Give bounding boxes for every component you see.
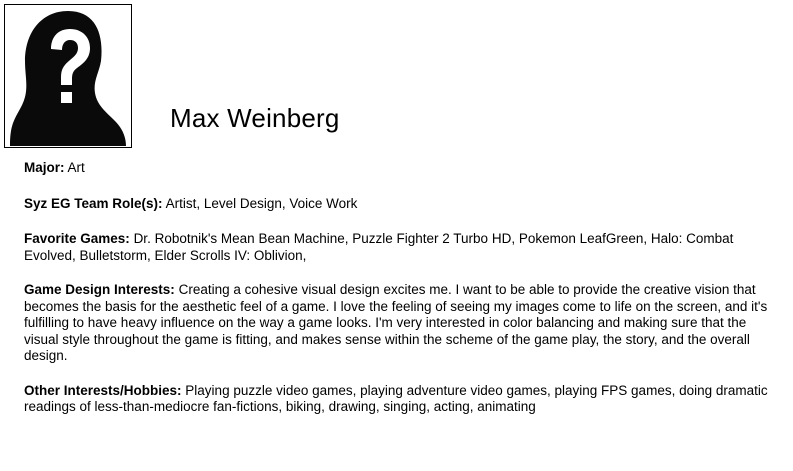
field-major-label: Major: xyxy=(24,160,65,175)
field-favorite-games xyxy=(24,231,769,264)
field-other-interests-value: Playing puzzle video games, playing adventure video games, playing FPS games, doing dramatic readings of less-than-mediocre fan-fictions, biking, drawing, singing, acting, animating xyxy=(24,382,768,414)
field-game-design-interests-label: Game Design Interests: xyxy=(24,282,175,297)
field-favorite-games-label: Favorite Games: xyxy=(24,231,130,246)
profile-details xyxy=(24,160,769,416)
field-team-roles xyxy=(24,196,769,213)
field-major xyxy=(24,160,769,177)
field-team-roles-label: Syz EG Team Role(s): xyxy=(24,195,163,211)
profile-header xyxy=(0,0,793,152)
field-game-design-interests-value: Creating a cohesive visual design excites me. I want to be able to provide the creative vision that becomes the basis for the aesthetic feel of a game. I love the feeling of seeing my images come to life on the screen, and it's fulfilling to have heavy influence on the way a game looks. I'm very interested in color balancing and making sure that the visual style throughout the game is fitting, and makes sense within the scheme of the game play, the story, and the overall design. xyxy=(24,282,768,363)
page-title: Max Weinberg xyxy=(170,103,340,133)
field-team-roles-value: Artist, Level Design, Voice Work xyxy=(165,195,358,211)
field-major-value: Art xyxy=(67,160,85,175)
field-other-interests-label: Other Interests/Hobbies: xyxy=(24,382,182,398)
field-game-design-interests xyxy=(24,282,769,365)
avatar xyxy=(4,4,132,148)
field-favorite-games-value: Dr. Robotnik's Mean Bean Machine, Puzzle Fighter 2 Turbo HD, Pokemon LeafGreen, Halo: Combat Evolved, Bulletstorm, Elder Scrolls IV: Oblivion, xyxy=(24,231,734,263)
question-mark-silhouette-avatar-icon xyxy=(5,5,131,147)
field-other-interests xyxy=(24,383,769,416)
